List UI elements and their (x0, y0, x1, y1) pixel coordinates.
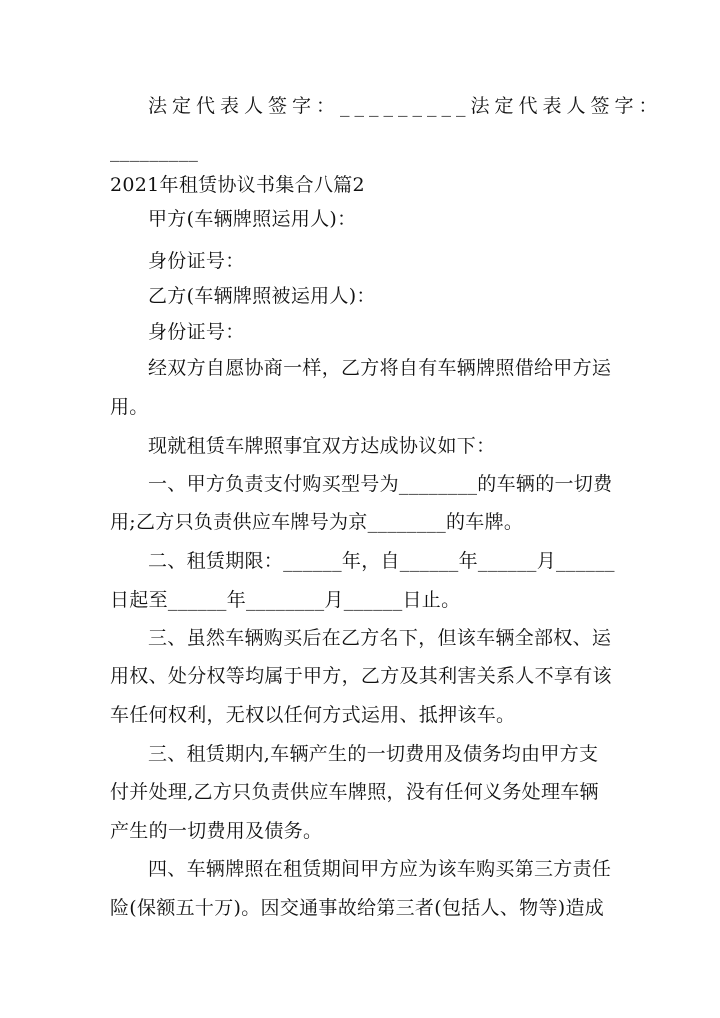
clause-3a-line-2: 用权、处分权等均属于甲方，乙方及其利害关系人不享有该 (110, 665, 612, 687)
intro-paragraph-line-1: 经双方自愿协商一样，乙方将自有车辆牌照借给甲方运 (148, 357, 612, 379)
party-a-label: 甲方(车辆牌照运用人)： (148, 208, 357, 230)
clause-3a-line-3: 车任何权利，无权以任何方式运用、抵押该车。 (110, 704, 516, 726)
intro-paragraph-line-2: 用。 (110, 396, 149, 418)
id-number-b-label: 身份证号： (148, 321, 245, 343)
clause-4-line-1: 四、车辆牌照在租赁期间甲方应为该车购买第三方责任 (148, 858, 612, 880)
agreement-heading: 现就租赁车牌照事宜双方达成协议如下： (148, 435, 496, 457)
clause-3a-line-1: 三、虽然车辆购买后在乙方名下，但该车辆全部权、运 (148, 627, 612, 649)
signature-line: 法定代表人签字：_________法定代表人签字： (148, 95, 663, 117)
section-title: 2021年租赁协议书集合八篇2 (110, 174, 365, 196)
clause-1-line-2: 用;乙方只负责供应车牌号为京________的车牌。 (110, 511, 524, 533)
id-number-a-label: 身份证号： (148, 250, 245, 272)
clause-4-line-2: 险(保额五十万)。因交通事故给第三者(包括人、物等)造成 (110, 897, 605, 919)
clause-2-line-1: 二、租赁期限：______年，自______年______月______ (148, 550, 615, 572)
party-b-label: 乙方(车辆牌照被运用人)： (148, 285, 376, 307)
clause-3b-line-2: 付并处理,乙方只负责供应车牌照，没有任何义务处理车辆 (110, 781, 599, 803)
signature-blank: _________ (110, 140, 199, 162)
clause-3b-line-3: 产生的一切费用及债务。 (110, 820, 323, 842)
clause-3b-line-1: 三、租赁期内,车辆产生的一切费用及债务均由甲方支 (148, 743, 599, 765)
clause-1-line-1: 一、甲方负责支付购买型号为________的车辆的一切费 (148, 473, 613, 495)
clause-2-line-2: 日起至______年________月______日止。 (110, 589, 461, 611)
